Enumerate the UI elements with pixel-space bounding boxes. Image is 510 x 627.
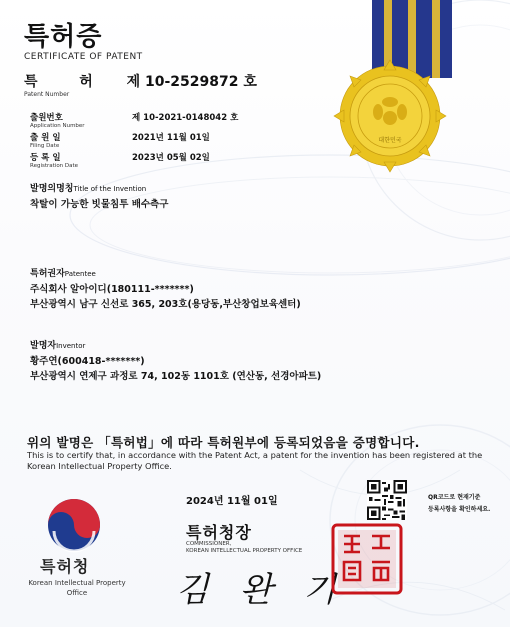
- registration-date-sub: Registration Date: [30, 163, 79, 169]
- patent-number-sub: Patent Number: [24, 91, 70, 98]
- commissioner-title-en: [186, 541, 302, 555]
- inventor-heading: [30, 338, 85, 351]
- certification-ko: 위의 발명은 「특허법」에 따라 특허원부에 등록되었음을 증명합니다.: [27, 435, 420, 450]
- patent-number: [24, 71, 257, 91]
- commissioner-title: 특허청장: [186, 523, 252, 542]
- inventor-label-en: Inventor: [56, 342, 86, 350]
- patent-number-label-2: 허: [79, 74, 93, 90]
- patentee-label-ko: 특허권자: [30, 269, 65, 279]
- invention-heading: [30, 181, 146, 194]
- patentee-heading: [30, 266, 96, 279]
- application-no-sub: Application Number: [30, 123, 85, 129]
- inventor-address: 부산광역시 연제구 과정로 74, 102동 1101호 (연산동, 선경아파트): [30, 371, 322, 382]
- invention-label-ko: 발명의명칭: [30, 184, 74, 194]
- office-name: 특허청: [40, 557, 90, 576]
- patent-number-label-1: 특: [24, 74, 38, 90]
- qr-note-line2: 등록사항을 확인하세요.: [428, 506, 491, 513]
- medal-text: 대한민국: [378, 137, 402, 144]
- patent-number-value: 제 10-2529872 호: [126, 74, 257, 90]
- qr-code-icon[interactable]: [367, 480, 407, 520]
- commissioner-title-en-2: KOREAN INTELLECTUAL PROPERTY OFFICE: [186, 548, 303, 554]
- certification-en: This is to certify that, in accordance with the Patent Act, a patent for the invention has been registered at the Korean Intellectual Property Office.: [27, 450, 483, 471]
- page-subtitle: CERTIFICATE OF PATENT: [24, 52, 143, 62]
- qr-note-line1: QR코드로 현재기준: [428, 494, 481, 501]
- application-no-label: 출원번호: [30, 113, 63, 123]
- patentee-address: 부산광역시 남구 신선로 365, 203호(용당동,부산창업보육센터): [30, 299, 301, 310]
- registration-date-value: 2023년 05월 02일: [132, 153, 210, 163]
- filing-date-label: 출 원 일: [30, 133, 61, 143]
- page-title: 특허증: [24, 22, 103, 52]
- inventor-label-ko: 발명자: [30, 341, 57, 351]
- commissioner-signature: 김 완 기: [176, 570, 347, 610]
- patentee-label-en: Patentee: [64, 270, 96, 278]
- filing-date-sub: Filing Date: [30, 143, 60, 149]
- red-seal-icon: [330, 522, 404, 596]
- registration-date-label: 등 록 일: [30, 153, 61, 163]
- invention-label-en: Title of the Invention: [73, 185, 147, 193]
- filing-date-value: 2021년 11월 01일: [132, 133, 210, 143]
- qr-note: [428, 492, 508, 516]
- gold-medal-icon: [330, 56, 450, 176]
- issue-date: 2024년 11월 01일: [186, 496, 278, 507]
- commissioner-title-en-1: COMMISSIONER,: [186, 541, 232, 547]
- invention-title: 착탈이 가능한 빗물침투 배수측구: [30, 199, 169, 210]
- patentee-name: 주식회사 알아이디(180111-*******): [30, 284, 194, 295]
- inventor-name: 황주연(600418-*******): [30, 356, 145, 367]
- office-name-en: Korean Intellectual Property Office: [28, 579, 126, 597]
- taegeuk-logo-icon: [46, 497, 102, 553]
- application-no-value: 제 10-2021-0148042 호: [132, 113, 239, 123]
